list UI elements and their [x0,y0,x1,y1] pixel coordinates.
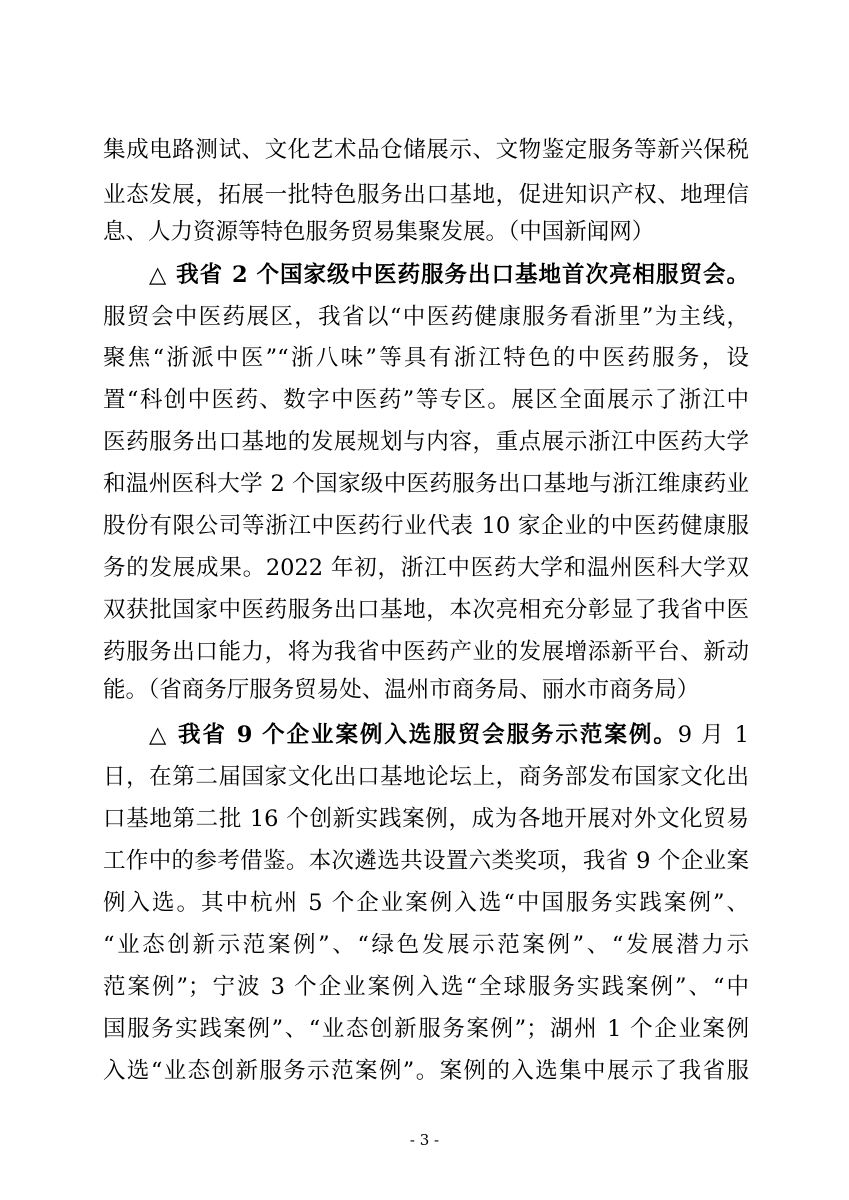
paragraph-3-line-7: 国服务实践案例”、“业态创新服务案例”；湖州 1 个企业案例 [103,1016,749,1042]
paragraph-3-line-3: 工作中的参考借鉴。本次遴选共设置六类奖项，我省 9 个企业案 [103,848,749,874]
paragraph-2-line-9: 药服务出口能力，将为我省中医药产业的发展增添新平台、新动 [103,639,749,665]
paragraph-3-line-6: 范案例”；宁波 3 个企业案例入选“全球服务实践案例”、“中 [103,974,749,1000]
paragraph-3-heading: △ 我省 9 个企业案例入选服贸会服务示范案例。 [149,722,678,748]
paragraph-2-line-3: 置“科创中医药、数字中医药”等专区。展区全面展示了浙江中 [103,387,749,413]
paragraph-2-line-10: 能。（省商务厅服务贸易处、温州市商务局、丽水市商务局） [103,677,700,703]
paragraph-3-line-4: 例入选。其中杭州 5 个企业案例入选“中国服务实践案例”、 [103,890,749,916]
paragraph-2-line-8: 双获批国家中医药服务出口基地，本次亮相充分彰显了我省中医 [103,597,749,623]
paragraph-3-line-5: “业态创新示范案例”、“绿色发展示范案例”、“发展潜力示 [103,932,749,958]
paragraph-2-line-6: 股份有限公司等浙江中医药行业代表 10 家企业的中医药健康服 [103,513,749,539]
paragraph-2-line-5: 和温州医科大学 2 个国家级中医药服务出口基地与浙江维康药业 [103,471,749,497]
paragraph-2-heading: △ 我省 2 个国家级中医药服务出口基地首次亮相服贸会。 [149,262,749,288]
page-number: - 3 - [409,1131,440,1149]
paragraph-2-line-7: 务的发展成果。2022 年初，浙江中医药大学和温州医科大学双 [103,555,749,581]
paragraph-1-line-3: 息、人力资源等特色服务贸易集聚发展。（中国新闻网） [103,219,655,245]
paragraph-2-line-4: 医药服务出口基地的发展规划与内容，重点展示浙江中医药大学 [103,429,749,455]
paragraph-3-line-8: 入选“业态创新服务示范案例”。案例的入选集中展示了我省服 [103,1058,749,1084]
paragraph-3-first-line [149,715,749,755]
paragraph-2-line-1: 服贸会中医药展区，我省以“中医药健康服务看浙里”为主线， [103,304,749,330]
paragraph-1-line-2: 业态发展，拓展一批特色服务出口基地，促进知识产权、地理信 [103,182,749,208]
paragraph-2-line-2: 聚焦“浙派中医”“浙八味”等具有浙江特色的中医药服务，设 [103,345,749,371]
paragraph-1-line-1: 集成电路测试、文化艺术品仓储展示、文物鉴定服务等新兴保税 [103,137,749,163]
paragraph-3-heading-tail: 9 月 1 [677,722,749,748]
paragraph-3-line-1: 日，在第二届国家文化出口基地论坛上，商务部发布国家文化出 [103,764,749,790]
paragraph-3-line-2: 口基地第二批 16 个创新实践案例，成为各地开展对外文化贸易 [103,806,749,832]
